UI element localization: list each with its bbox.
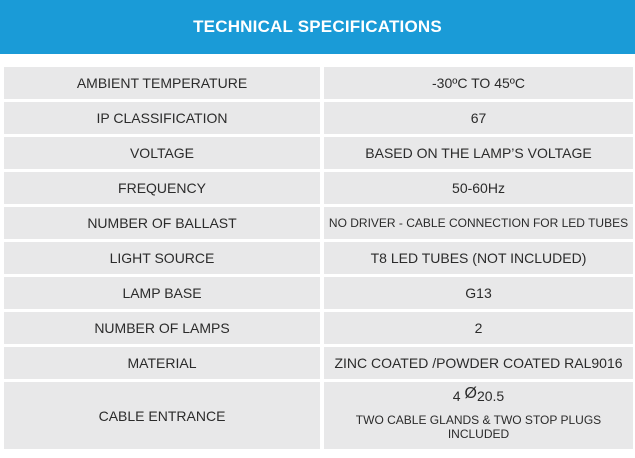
spec-row-frequency — [4, 172, 633, 207]
spec-row-ip-classification — [4, 102, 633, 137]
spec-value: 2 — [324, 312, 633, 347]
spec-label: VOLTAGE — [4, 137, 320, 172]
cable-entrance-size — [452, 385, 505, 406]
spec-label: MATERIAL — [4, 347, 320, 382]
spec-label: NUMBER OF LAMPS — [4, 312, 320, 347]
spec-row-number-of-ballast — [4, 207, 633, 242]
spec-label: CABLE ENTRANCE — [4, 382, 320, 452]
cable-entrance-note: TWO CABLE GLANDS & TWO STOP PLUGS INCLUDED — [355, 413, 602, 441]
spec-label: LIGHT SOURCE — [4, 242, 320, 277]
spec-row-light-source — [4, 242, 633, 277]
spec-row-cable-entrance — [4, 382, 633, 452]
spec-row-voltage — [4, 137, 633, 172]
spec-row-lamp-base — [4, 277, 633, 312]
spec-value: -30ºC TO 45ºC — [324, 67, 633, 102]
spec-label: LAMP BASE — [4, 277, 320, 312]
cable-count: 4 — [452, 388, 461, 404]
spec-value: 50-60Hz — [324, 172, 633, 207]
spec-row-number-of-lamps — [4, 312, 633, 347]
spec-value: G13 — [324, 277, 633, 312]
spec-value: ZINC COATED /POWDER COATED RAL9016 — [324, 347, 633, 382]
spec-value: NO DRIVER - CABLE CONNECTION FOR LED TUBES — [324, 207, 633, 242]
header-banner — [0, 0, 635, 54]
diameter-symbol: Ø — [464, 385, 477, 402]
spec-table — [4, 67, 633, 452]
spec-value: 67 — [324, 102, 633, 137]
spec-label: IP CLASSIFICATION — [4, 102, 320, 137]
spec-label: NUMBER OF BALLAST — [4, 207, 320, 242]
page-title: TECHNICAL SPECIFICATIONS — [193, 17, 442, 36]
spec-value — [324, 382, 633, 452]
spec-label: FREQUENCY — [4, 172, 320, 207]
spec-value: BASED ON THE LAMP’S VOLTAGE — [324, 137, 633, 172]
cable-diameter: 20.5 — [476, 388, 505, 404]
spec-row-ambient-temperature — [4, 67, 633, 102]
spec-value: T8 LED TUBES (NOT INCLUDED) — [324, 242, 633, 277]
spec-row-material — [4, 347, 633, 382]
spec-label: AMBIENT TEMPERATURE — [4, 67, 320, 102]
